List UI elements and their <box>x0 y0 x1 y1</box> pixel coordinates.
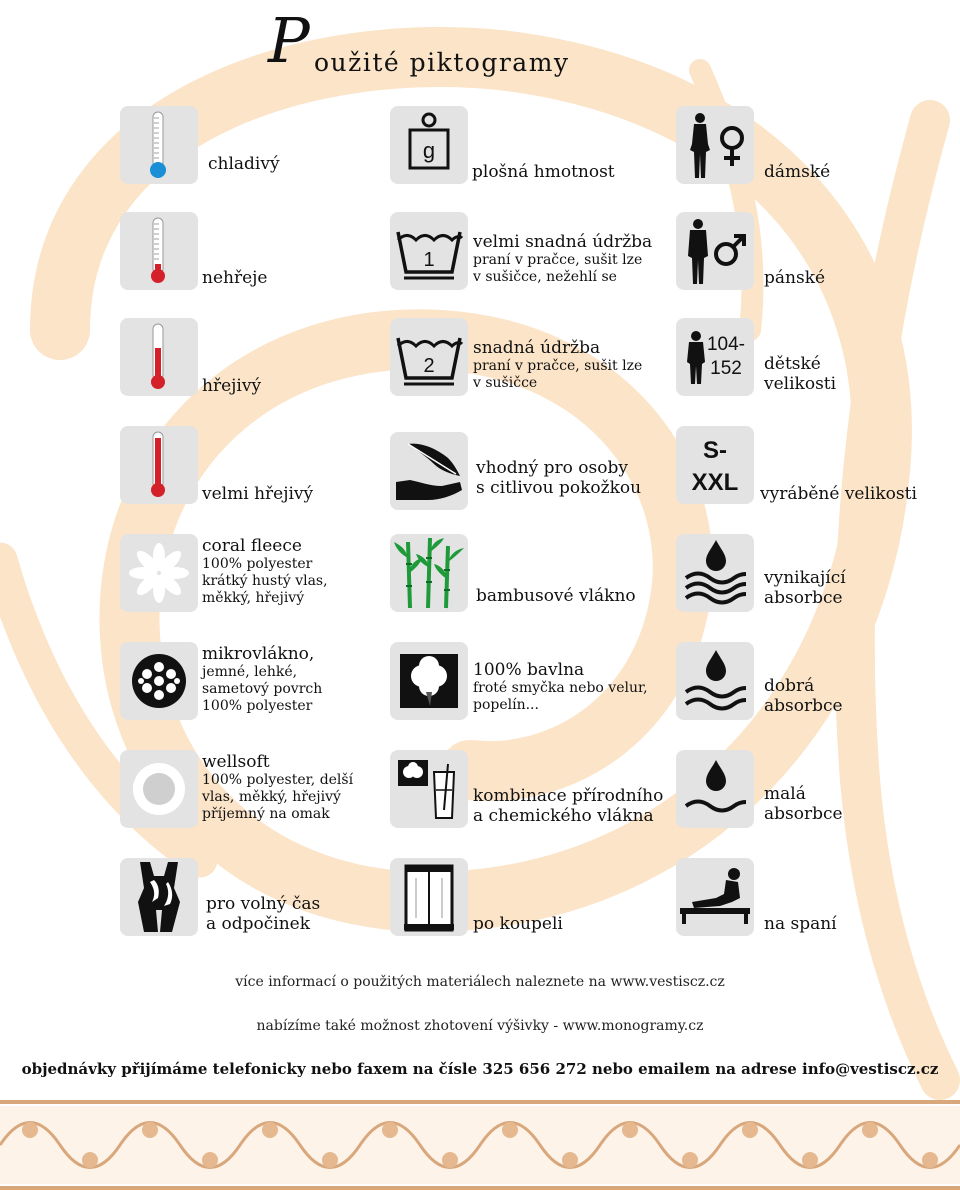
label-velmi-hrejivy <box>202 484 313 504</box>
label-sub: měkký, hřejivý <box>202 590 305 606</box>
child-size-range-top: 104- <box>706 334 746 355</box>
label-title: dětské <box>764 354 821 374</box>
label-sub: absorbce <box>764 696 843 716</box>
wellsoft-icon <box>120 750 198 828</box>
shower-icon <box>390 858 468 936</box>
label-mala-absorbce <box>764 784 843 824</box>
label-sub: jemné, lehké, <box>202 664 298 680</box>
male-icon <box>676 212 754 290</box>
label-sub: krátký hustý vlas, <box>202 573 328 589</box>
wash-basin-2-icon <box>390 318 468 396</box>
label-snadna-udrzba <box>473 338 642 392</box>
size-range-bottom: XXL <box>691 469 739 496</box>
leisure-icon <box>120 858 198 936</box>
label-bavlna <box>473 660 648 714</box>
label-title: dobrá <box>764 676 815 696</box>
weight-glyph: g <box>422 138 436 163</box>
label-title: mikrovlákno, <box>202 644 315 664</box>
title-rest: oužité piktogramy <box>314 48 570 77</box>
label-sub: v sušičce <box>473 375 538 391</box>
label-title: chladivý <box>208 154 280 174</box>
label-sub: sametový povrch <box>202 681 323 697</box>
label-coral-fleece <box>202 536 328 607</box>
label-na-spani <box>764 914 837 934</box>
label-dobra-absorbce <box>764 676 843 716</box>
label-wellsoft <box>202 752 353 823</box>
label-title: vyráběné velikosti <box>760 484 917 504</box>
sensitive-skin-icon <box>390 432 468 510</box>
thermometer-neutral-icon <box>120 212 198 290</box>
label-citliva-pokozka <box>476 458 641 498</box>
title-initial: P <box>268 4 310 77</box>
thermometer-warm-icon <box>120 318 198 396</box>
label-sub: a odpočinek <box>206 914 311 934</box>
label-sub: 100% polyester <box>202 556 313 572</box>
label-bambus <box>476 586 636 606</box>
label-detske-velikosti <box>764 354 836 394</box>
footer-contact: objednávky přijímáme telefonicky nebo faxem na čísle 325 656 272 nebo emailem na adrese info@vestiscz.cz <box>21 1060 939 1078</box>
label-sub: popelín... <box>473 697 539 713</box>
absorb-good-icon <box>676 642 754 720</box>
weight-icon <box>390 106 468 184</box>
label-vyrabene-velikosti <box>760 484 917 504</box>
label-title: bambusové vlákno <box>476 586 636 606</box>
bamboo-icon <box>390 534 468 612</box>
cotton-chemical-icon <box>390 750 468 828</box>
child-size-range-bottom: 152 <box>710 358 742 379</box>
label-title: vhodný pro osoby <box>476 458 628 478</box>
absorb-excellent-icon <box>676 534 754 612</box>
footer-embroidery-note: nabízíme také možnost zhotovení výšivky - www.monogramy.cz <box>256 1018 704 1034</box>
label-title: plošná hmotnost <box>472 162 615 182</box>
label-sub: praní v pračce, sušit lze <box>473 252 643 268</box>
label-title: po koupeli <box>473 914 563 934</box>
label-title: dámské <box>764 162 831 182</box>
label-sub: příjemný na omak <box>202 806 330 822</box>
label-sub: 100% polyester <box>202 698 313 714</box>
sizes-icon <box>676 426 754 504</box>
wash-number-1: 1 <box>423 249 435 271</box>
label-title: na spaní <box>764 914 837 934</box>
ornamental-border <box>0 1100 960 1190</box>
label-title: vynikající <box>764 568 846 588</box>
label-title: hřejivý <box>202 376 262 396</box>
label-sub: froté smyčka nebo velur, <box>473 680 648 696</box>
label-chladivy <box>208 154 280 174</box>
label-title: velmi snadná údržba <box>473 232 653 252</box>
label-sub: absorbce <box>764 804 843 824</box>
thermometer-very-warm-icon <box>120 426 198 504</box>
size-range-top: S- <box>703 437 727 464</box>
page-title <box>268 4 688 78</box>
label-sub: a chemického vlákna <box>473 806 654 826</box>
label-volny-cas <box>206 894 320 934</box>
label-damske <box>764 162 830 182</box>
label-title: pánské <box>764 268 826 288</box>
wash-basin-1-icon <box>390 212 468 290</box>
label-mikrovlakno <box>202 644 322 715</box>
label-title: velmi hřejivý <box>202 484 314 504</box>
child-sizes-icon <box>676 318 754 396</box>
label-velmi-snadna-udrzba <box>473 232 652 286</box>
absorb-low-icon <box>676 750 754 828</box>
label-title: kombinace přírodního <box>473 786 664 806</box>
label-sub: vlas, měkký, hřejivý <box>202 789 341 805</box>
label-title: snadná údržba <box>473 338 601 358</box>
label-kombinace <box>473 786 663 826</box>
footer-info-link: více informací o použitých materiálech naleznete na www.vestiscz.cz <box>235 974 725 990</box>
label-po-koupeli <box>473 914 563 934</box>
thermometer-cold-icon <box>120 106 198 184</box>
label-sub: s citlivou pokožkou <box>476 478 642 498</box>
label-sub: praní v pračce, sušit lze <box>473 358 643 374</box>
label-title: wellsoft <box>202 752 270 772</box>
label-sub: 100% polyester, delší <box>202 772 354 788</box>
label-sub: velikosti <box>764 374 837 394</box>
label-title: 100% bavlna <box>473 660 585 680</box>
label-title: pro volný čas <box>206 894 321 914</box>
female-icon <box>676 106 754 184</box>
label-title: malá <box>764 784 806 804</box>
label-plosna-hmotnost <box>472 162 615 182</box>
sleep-icon <box>676 858 754 936</box>
coral-fleece-icon <box>120 534 198 612</box>
label-sub: v sušičce, nežehlí se <box>473 269 617 285</box>
cotton-icon <box>390 642 468 720</box>
label-nehreje <box>202 268 267 288</box>
label-panske <box>764 268 825 288</box>
label-hrejivy <box>202 376 261 396</box>
label-title: coral fleece <box>202 536 302 556</box>
wash-number-2: 2 <box>423 355 435 377</box>
label-title: nehřeje <box>202 268 268 288</box>
label-vynikajici-absorbce <box>764 568 846 608</box>
label-sub: absorbce <box>764 588 843 608</box>
microfiber-icon <box>120 642 198 720</box>
